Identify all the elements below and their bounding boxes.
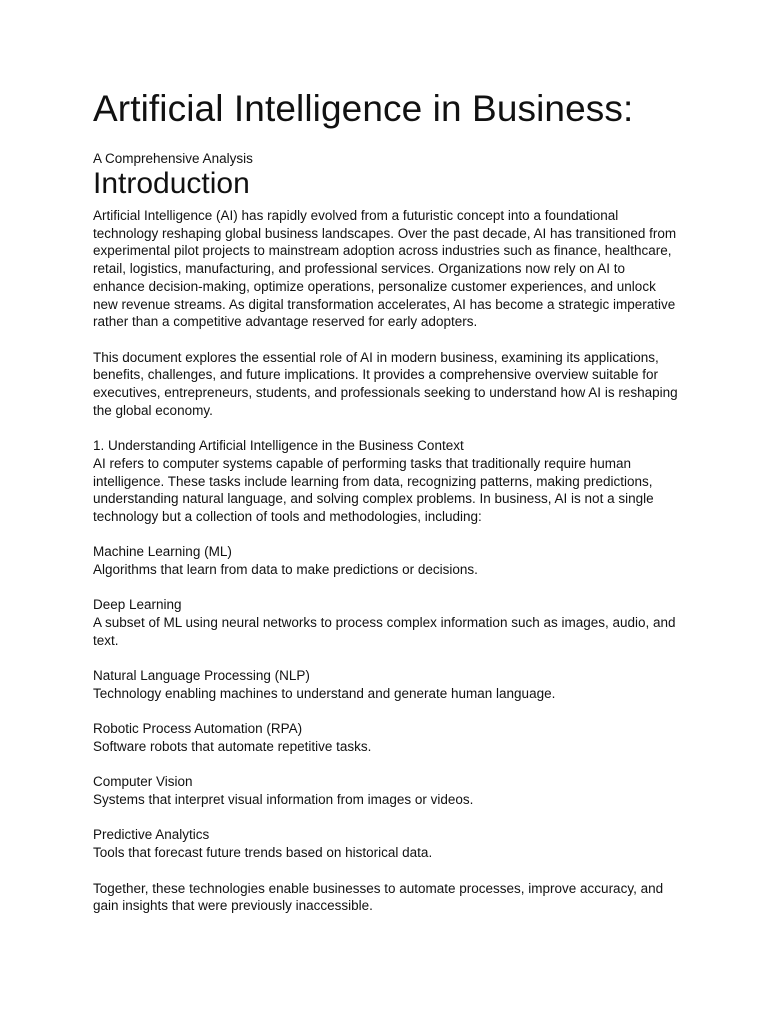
- paragraph-spacer: [93, 526, 676, 544]
- list-item-deep-learning: [93, 596, 679, 649]
- list-item-description: Algorithms that learn from data to make predictions or decisions.: [93, 562, 478, 578]
- list-item-description: Technology enabling machines to understand and generate human language.: [93, 685, 556, 701]
- section-1-block: [93, 437, 679, 526]
- paragraph-spacer: [93, 809, 676, 827]
- document-subtitle: A Comprehensive Analysis: [93, 151, 253, 166]
- list-item-description: Software robots that automate repetitive tasks.: [93, 739, 372, 754]
- list-item-description: Tools that forecast future trends based on historical data.: [93, 845, 433, 861]
- introduction-heading: Introduction: [93, 167, 250, 200]
- paragraph-spacer: [93, 703, 676, 721]
- section-1-closing: Together, these technologies enable businesses to automate processes, improve accuracy, and gain insights that were previously inaccessible.: [93, 880, 664, 914]
- list-item-title: Robotic Process Automation (RPA): [93, 721, 303, 737]
- list-item-title: Deep Learning: [93, 597, 182, 613]
- section-1-heading: 1. Understanding Artificial Intelligence in the Business Context: [93, 438, 464, 454]
- paragraph-spacer: [93, 331, 676, 349]
- list-item-predictive-analytics: [93, 826, 679, 861]
- list-item-title: Machine Learning (ML): [93, 544, 232, 560]
- list-item-title: Computer Vision: [93, 774, 193, 790]
- paragraph-spacer: [93, 862, 676, 880]
- list-item-nlp: [93, 667, 679, 702]
- list-item-rpa: [93, 720, 679, 755]
- paragraph-spacer: [93, 650, 676, 668]
- section-1-body: AI refers to computer systems capable of performing tasks that traditionally require human intelligence. These tasks include learning from data, recognizing patterns, making predictions, understanding natural language, and solving complex problems. In business, AI is not a single technology but a collection of tools and methodologies, including:: [93, 455, 654, 524]
- paragraph-spacer: [93, 579, 676, 597]
- intro-paragraph-2: This document explores the essential role of AI in modern business, examining its applications, benefits, challenges, and future implications. It provides a comprehensive overview suitable for executives, entrepreneurs, students, and professionals seeking to understand how AI is reshaping the global economy.: [93, 349, 678, 418]
- list-item-description: Systems that interpret visual information from images or videos.: [93, 792, 474, 808]
- paragraph-spacer: [93, 419, 676, 437]
- list-item-description: A subset of ML using neural networks to process complex information such as images, audio, and text.: [93, 615, 676, 648]
- list-item-title: Natural Language Processing (NLP): [93, 668, 310, 684]
- document-title: Artificial Intelligence in Business:: [93, 88, 634, 129]
- list-item-computer-vision: [93, 773, 679, 808]
- list-item-ml: [93, 543, 679, 578]
- list-item-title: Predictive Analytics: [93, 827, 210, 843]
- intro-paragraph-1: Artificial Intelligence (AI) has rapidly evolved from a futuristic concept into a foundational technology reshaping global business landscapes. Over the past decade, AI has transitioned from experimental pilot projects to mainstream adoption across industries such as finance, healthcare, retail, logistics, manufacturing, and professional services. Organizations now rely on AI to enhance decision-making, optimize operations, personalize customer experiences, and unlock new revenue streams. As digital transformation accelerates, AI has become a strategic imperative rather than a competitive advantage reserved for early adopters.: [93, 208, 677, 330]
- paragraph-spacer: [93, 756, 676, 774]
